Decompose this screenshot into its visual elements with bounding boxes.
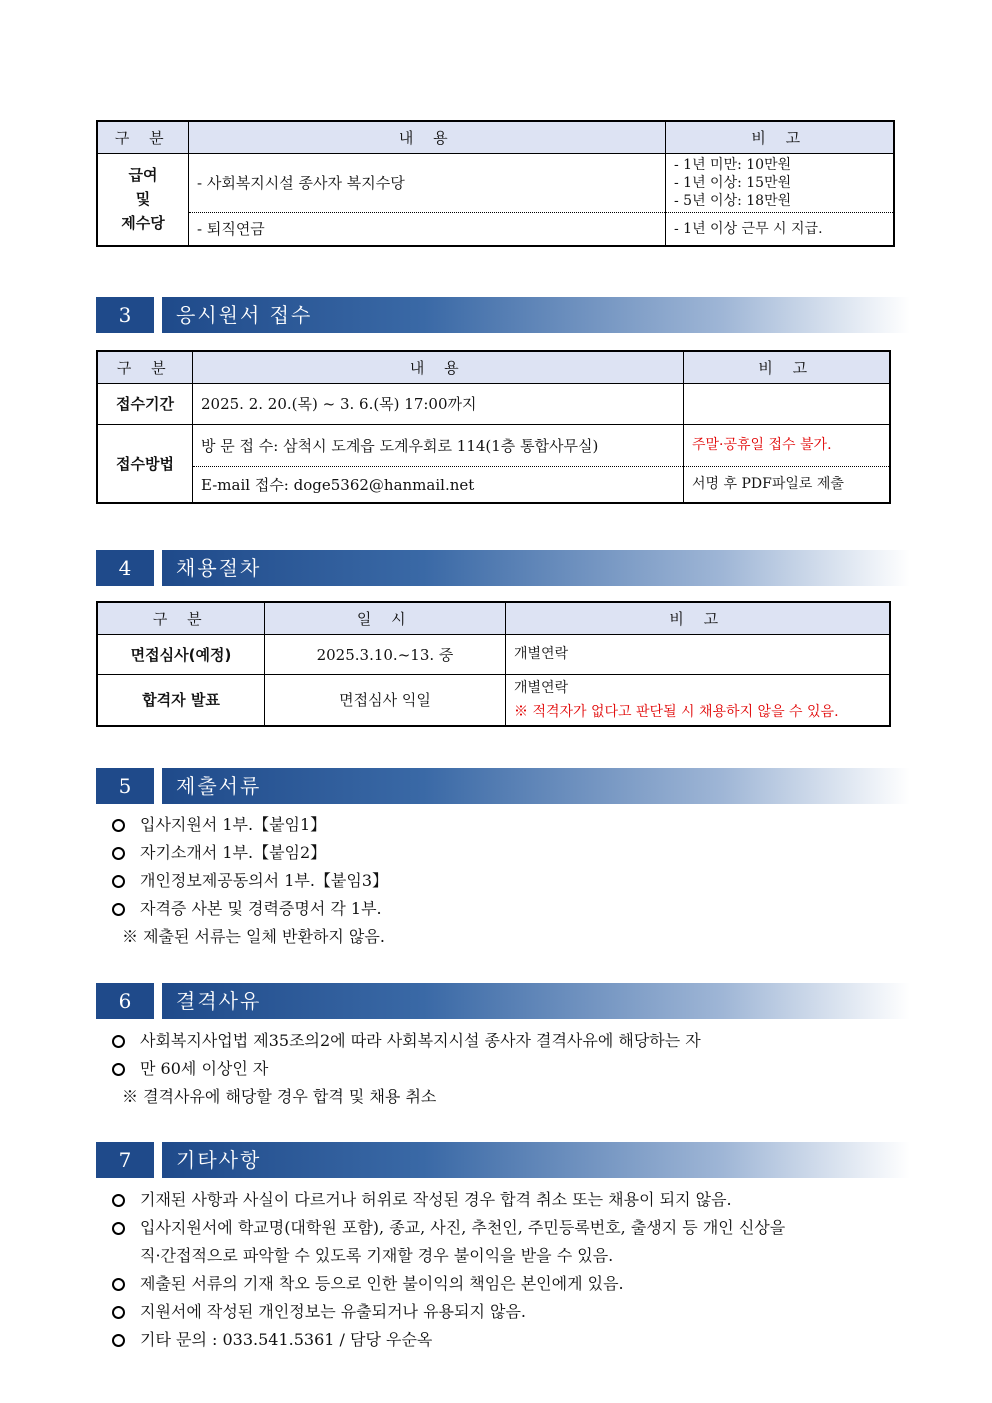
other-list bbox=[112, 1186, 785, 1354]
section-title: 제출서류 bbox=[162, 768, 910, 804]
salary-table bbox=[96, 120, 895, 247]
welfare-allowance: - 사회복지시설 종사자 복지수당 bbox=[189, 153, 666, 212]
item-text: 만 60세 이상인 자 bbox=[140, 1059, 269, 1078]
section-number: 7 bbox=[96, 1142, 154, 1178]
announcement-label: 합격자 발표 bbox=[97, 674, 265, 726]
section-other bbox=[96, 1142, 910, 1178]
item-text: 기타 문의 : 033.541.5361 / 담당 우순옥 bbox=[140, 1330, 433, 1349]
header-category: 구 분 bbox=[97, 351, 193, 383]
list-item bbox=[112, 1270, 785, 1298]
section-disqualification bbox=[96, 983, 910, 1019]
announcement-date: 면접심사 익일 bbox=[265, 674, 506, 726]
item-text: 자격증 사본 및 경력증명서 각 1부. bbox=[140, 899, 382, 918]
category-line: 제수당 bbox=[121, 214, 165, 233]
header-notes: 비 고 bbox=[666, 121, 895, 153]
retirement-pension: - 퇴직연금 bbox=[189, 212, 666, 246]
warning-note: ※ 적격자가 없다고 판단될 시 채용하지 않을 수 있음. bbox=[514, 703, 839, 720]
header-category: 구 분 bbox=[97, 602, 265, 634]
header-notes: 비 고 bbox=[506, 602, 891, 634]
circle-bullet-icon bbox=[112, 1194, 125, 1207]
item-text: 지원서에 작성된 개인정보는 유출되거나 유용되지 않음. bbox=[140, 1302, 527, 1321]
list-item bbox=[112, 867, 388, 895]
list-item bbox=[112, 1298, 785, 1326]
interview-date: 2025.3.10.~13. 중 bbox=[265, 634, 506, 674]
category-line: 급여 bbox=[128, 166, 158, 185]
item-text: 입사지원서에 학교명(대학원 포함), 종교, 사진, 추천인, 주민등록번호, 출생지 등 개인 신상을 bbox=[140, 1218, 786, 1237]
section-number: 6 bbox=[96, 983, 154, 1019]
section-title: 기타사항 bbox=[162, 1142, 910, 1178]
note-line: - 1년 미만: 10만원 bbox=[674, 156, 792, 173]
method-label: 접수방법 bbox=[97, 424, 193, 503]
disqualification-note: ※ 결격사유에 해당할 경우 합격 및 채용 취소 bbox=[122, 1087, 437, 1106]
section-documents bbox=[96, 768, 910, 804]
item-text: 입사지원서 1부.【붙임1】 bbox=[140, 815, 327, 834]
visit-note: 주말·공휴일 접수 불가. bbox=[684, 424, 891, 466]
section-title: 응시원서 접수 bbox=[162, 297, 910, 333]
header-notes: 비 고 bbox=[684, 351, 891, 383]
list-item-continued: 직·간접적으로 파악할 수 있도록 기재할 경우 불이익을 받을 수 있음. bbox=[140, 1246, 614, 1265]
salary-category bbox=[97, 153, 189, 246]
application-table bbox=[96, 350, 891, 504]
circle-bullet-icon bbox=[112, 1334, 125, 1347]
announcement-note bbox=[506, 674, 891, 726]
note-line: - 5년 이상: 18만원 bbox=[674, 192, 792, 209]
circle-bullet-icon bbox=[112, 875, 125, 888]
list-item bbox=[112, 1055, 701, 1083]
circle-bullet-icon bbox=[112, 1063, 125, 1076]
section-number: 4 bbox=[96, 550, 154, 586]
item-text: 개인정보제공동의서 1부.【붙임3】 bbox=[140, 871, 389, 890]
email-note: 서명 후 PDF파일로 제출 bbox=[684, 466, 891, 503]
procedure-table bbox=[96, 601, 891, 727]
list-item bbox=[112, 839, 388, 867]
section-number: 5 bbox=[96, 768, 154, 804]
circle-bullet-icon bbox=[112, 847, 125, 860]
list-item bbox=[112, 895, 388, 923]
disqualification-list bbox=[112, 1027, 701, 1111]
interview-label: 면접심사(예정) bbox=[97, 634, 265, 674]
list-item bbox=[112, 1326, 785, 1354]
list-item bbox=[112, 811, 388, 839]
circle-bullet-icon bbox=[112, 1035, 125, 1048]
circle-bullet-icon bbox=[112, 1222, 125, 1235]
list-item bbox=[112, 1186, 785, 1214]
circle-bullet-icon bbox=[112, 1306, 125, 1319]
category-line: 및 bbox=[135, 190, 151, 209]
header-content: 내 용 bbox=[189, 121, 666, 153]
item-text: 자기소개서 1부.【붙임2】 bbox=[140, 843, 327, 862]
documents-list bbox=[112, 811, 388, 951]
visit-method: 방 문 접 수: 삼척시 도계읍 도계우회로 114(1층 통합사무실) bbox=[193, 424, 684, 466]
header-content: 내 용 bbox=[193, 351, 684, 383]
email-method: E-mail 접수: doge5362@hanmail.net bbox=[193, 466, 684, 503]
welfare-notes bbox=[666, 153, 895, 212]
header-category: 구 분 bbox=[97, 121, 189, 153]
section-number: 3 bbox=[96, 297, 154, 333]
period-label: 접수기간 bbox=[97, 383, 193, 424]
section-procedure bbox=[96, 550, 910, 586]
circle-bullet-icon bbox=[112, 1278, 125, 1291]
section-application bbox=[96, 297, 910, 333]
circle-bullet-icon bbox=[112, 819, 125, 832]
period-value: 2025. 2. 20.(목) ~ 3. 6.(목) 17:00까지 bbox=[193, 383, 684, 424]
documents-note: ※ 제출된 서류는 일체 반환하지 않음. bbox=[122, 927, 385, 946]
section-title: 결격사유 bbox=[162, 983, 910, 1019]
item-text: 제출된 서류의 기재 착오 등으로 인한 불이익의 책임은 본인에게 있음. bbox=[140, 1274, 624, 1293]
note-line: - 1년 이상: 15만원 bbox=[674, 174, 792, 191]
interview-note: 개별연락 bbox=[506, 634, 891, 674]
period-note bbox=[684, 383, 891, 424]
circle-bullet-icon bbox=[112, 903, 125, 916]
item-text: 사회복지사업법 제35조의2에 따라 사회복지시설 종사자 결격사유에 해당하는 자 bbox=[140, 1031, 701, 1050]
header-date: 일 시 bbox=[265, 602, 506, 634]
list-item bbox=[112, 1027, 701, 1055]
note-line: 개별연락 bbox=[514, 679, 569, 696]
list-item bbox=[112, 1214, 785, 1242]
section-title: 채용절차 bbox=[162, 550, 910, 586]
retirement-note: - 1년 이상 근무 시 지급. bbox=[666, 212, 895, 246]
item-text: 기재된 사항과 사실이 다르거나 허위로 작성된 경우 합격 취소 또는 채용이 되지 않음. bbox=[140, 1190, 732, 1209]
